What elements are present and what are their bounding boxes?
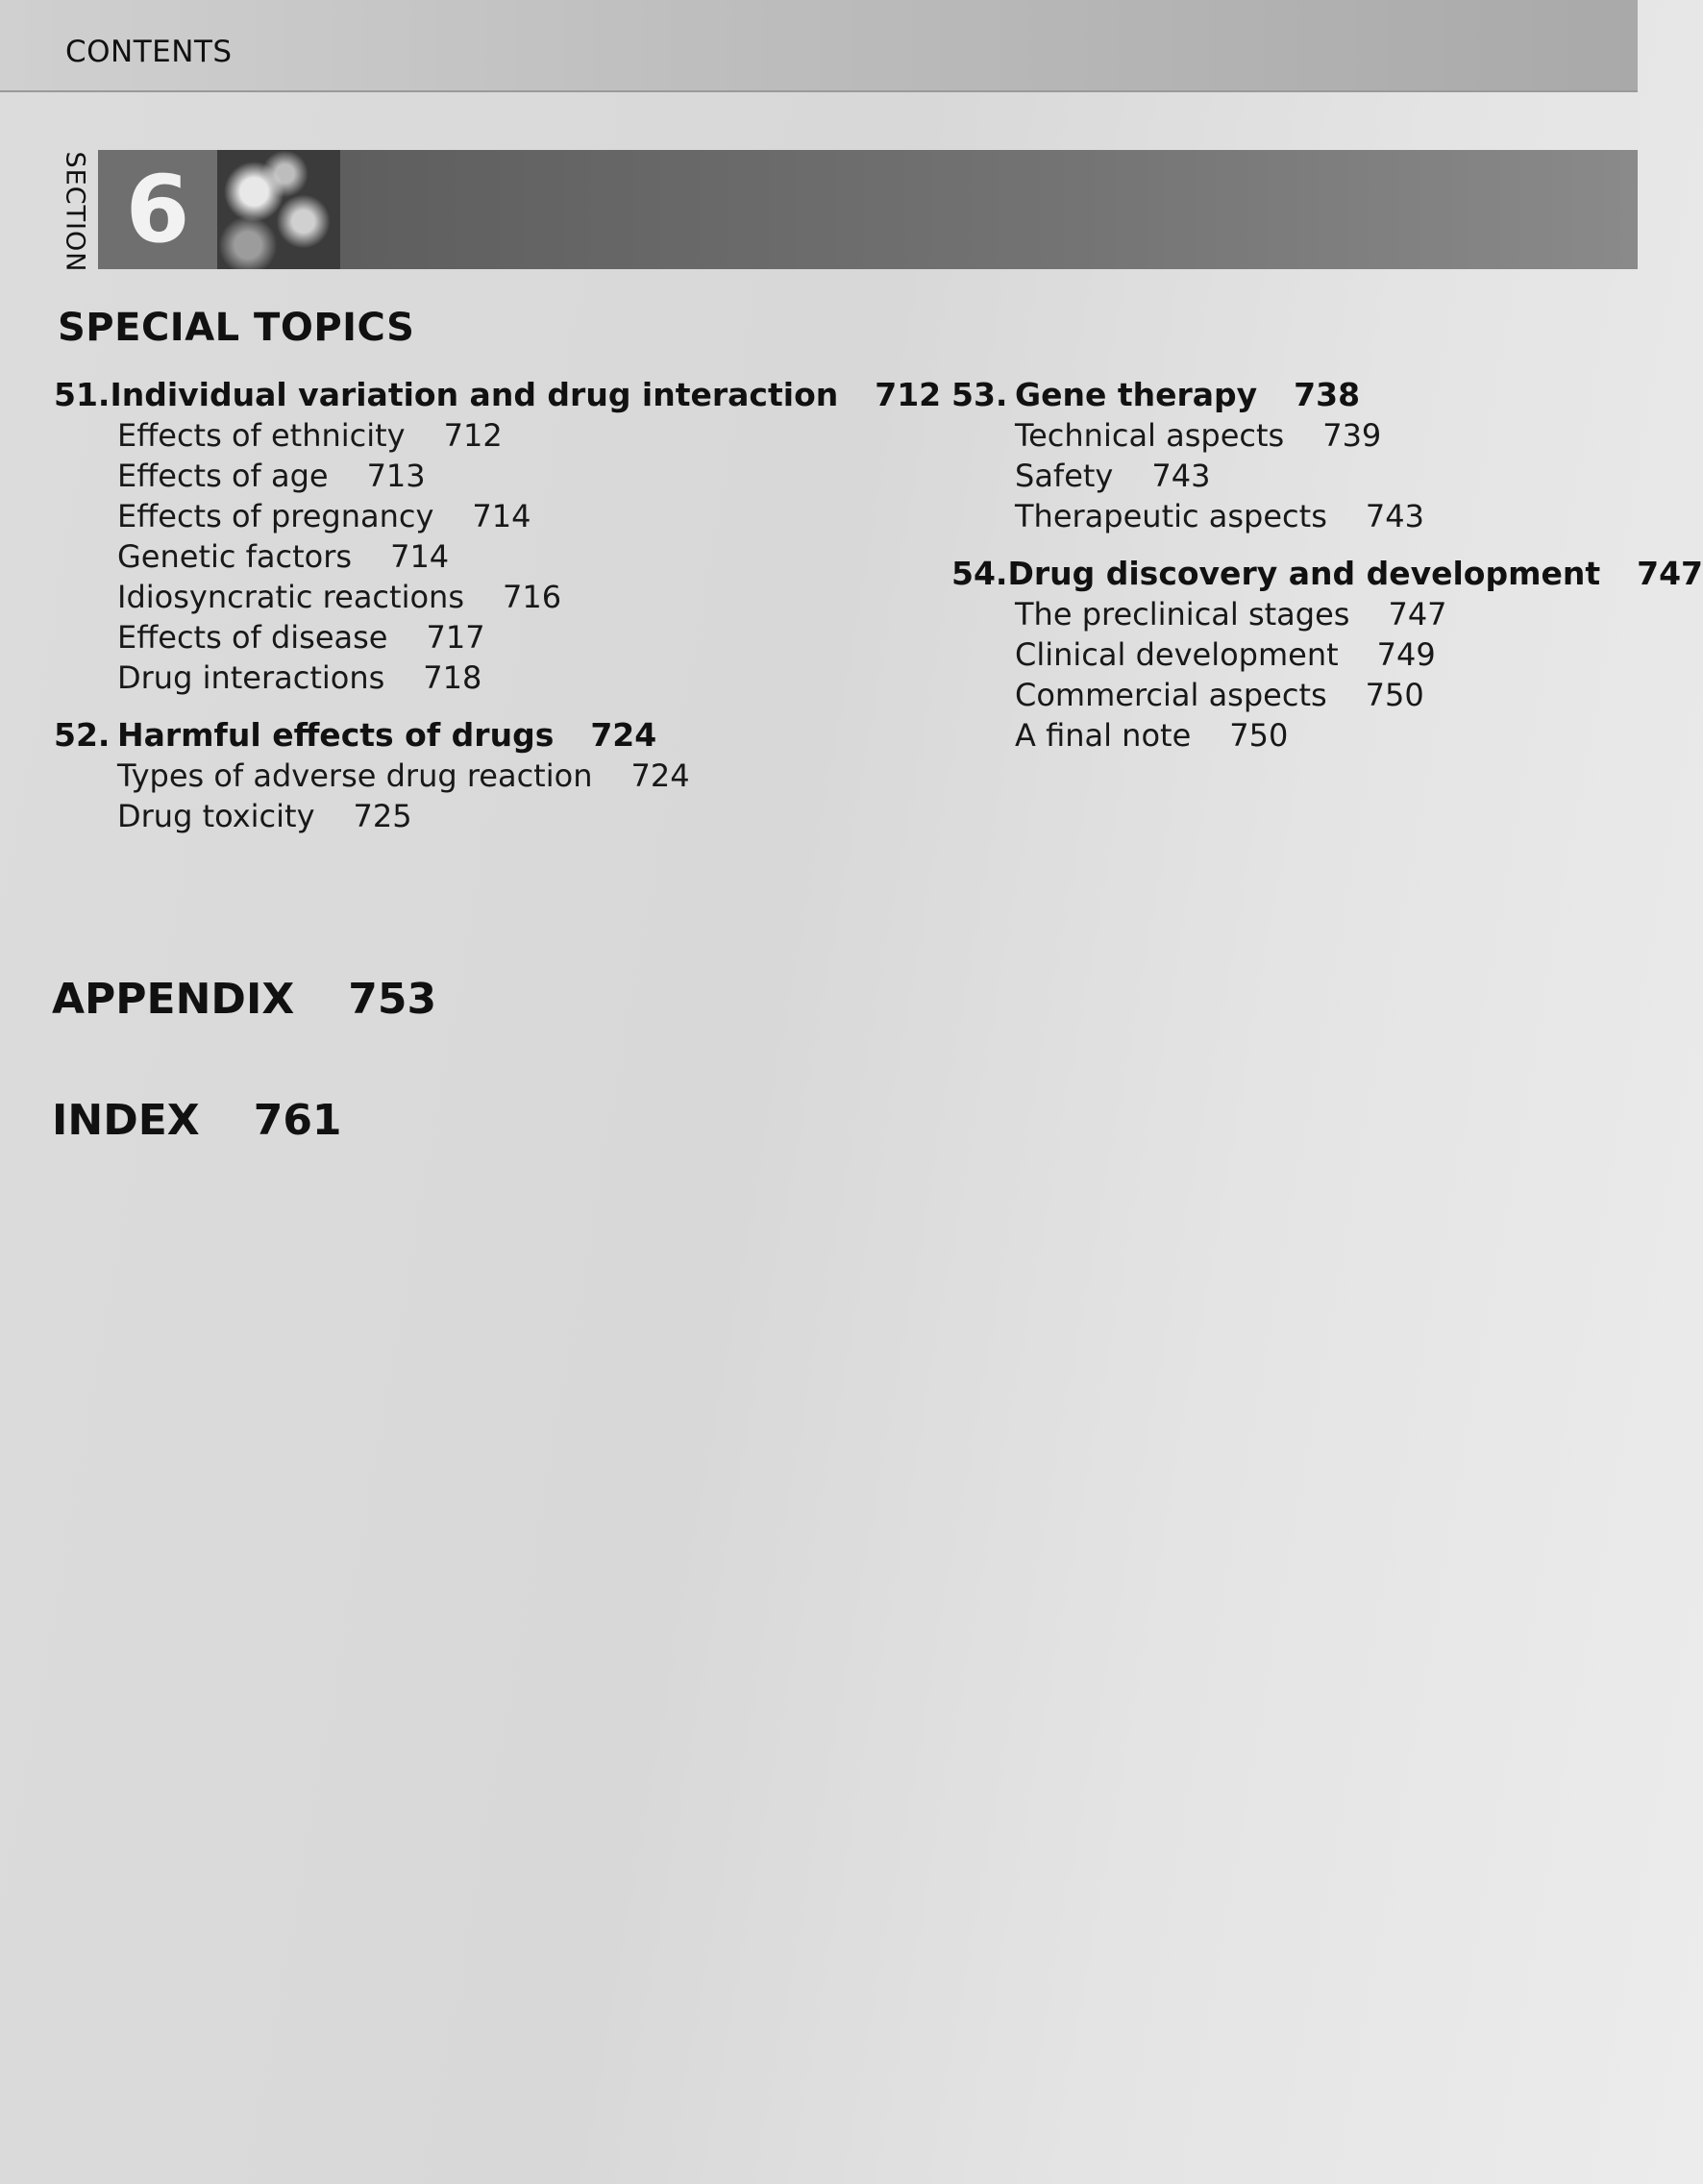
chapter-number: 52.	[54, 716, 111, 754]
toc-entry[interactable]	[54, 756, 919, 796]
entry-title: Therapeutic aspects	[1015, 498, 1327, 534]
section-number-box	[98, 150, 217, 269]
toc-entry[interactable]	[54, 496, 919, 536]
toc-entry[interactable]	[54, 796, 919, 836]
entry-page: 750	[1365, 677, 1424, 713]
index-page: 761	[253, 1096, 342, 1145]
entry-page: 714	[390, 538, 450, 575]
toc-right-column	[951, 375, 1703, 773]
section-banner-bar	[340, 150, 1638, 269]
toc-entry[interactable]	[951, 594, 1624, 634]
entry-title: Effects of disease	[117, 619, 388, 656]
entry-page: 717	[426, 619, 485, 656]
chapter-heading[interactable]	[54, 375, 942, 415]
chapter-54	[951, 554, 1703, 756]
chapter-number: 54.	[951, 555, 1008, 592]
entry-page: 713	[366, 458, 426, 494]
entry-page: 749	[1376, 636, 1436, 673]
entry-page: 743	[1151, 458, 1211, 494]
entry-title: Effects of ethnicity	[117, 417, 406, 454]
chapter-page: 724	[590, 716, 657, 754]
entry-page: 716	[502, 579, 562, 615]
chapter-53	[951, 375, 1624, 536]
entry-page: 739	[1322, 417, 1382, 454]
entry-title: Clinical development	[1015, 636, 1339, 673]
index-label: INDEX	[52, 1096, 200, 1145]
header-band	[0, 0, 1638, 92]
toc-entry[interactable]	[951, 634, 1624, 675]
entry-title: Safety	[1015, 458, 1114, 494]
entry-title: Idiosyncratic reactions	[117, 579, 464, 615]
entry-title: Drug toxicity	[117, 798, 315, 834]
entry-page: 714	[472, 498, 531, 534]
entry-title: A final note	[1015, 717, 1192, 754]
toc-entry[interactable]	[54, 617, 919, 658]
entry-title: Genetic factors	[117, 538, 353, 575]
chapter-page: 712	[875, 376, 942, 413]
chapter-51	[54, 375, 942, 698]
entry-page: 743	[1365, 498, 1424, 534]
chapter-number: 53.	[951, 376, 1008, 413]
entry-title: Effects of pregnancy	[117, 498, 434, 534]
toc-entry[interactable]	[951, 456, 1624, 496]
running-head: CONTENTS	[65, 35, 233, 69]
toc-entry[interactable]	[54, 536, 919, 577]
section-title: SPECIAL TOPICS	[58, 306, 415, 350]
toc-entry[interactable]	[54, 577, 919, 617]
entry-title: Drug interactions	[117, 659, 385, 696]
chapter-page: 747	[1637, 555, 1703, 592]
toc-left-column	[54, 375, 942, 854]
toc-entry[interactable]	[54, 456, 919, 496]
section-number: 6	[125, 156, 190, 263]
toc-entry[interactable]	[54, 415, 919, 456]
entry-page: 750	[1229, 717, 1289, 754]
appendix-label: APPENDIX	[52, 975, 295, 1024]
section-label	[56, 150, 94, 273]
toc-entry[interactable]	[951, 415, 1624, 456]
chapter-number: 51.	[54, 376, 111, 413]
entry-page: 747	[1388, 596, 1447, 633]
chapter-page: 738	[1294, 376, 1361, 413]
chapter-52	[54, 715, 919, 836]
toc-entry[interactable]	[54, 658, 919, 698]
appendix-entry[interactable]	[52, 975, 436, 1024]
index-entry[interactable]	[52, 1096, 342, 1145]
appendix-page: 753	[348, 975, 437, 1024]
chapter-title: Drug discovery and development	[1007, 555, 1601, 592]
chapter-title: Individual variation and drug interaction	[110, 376, 839, 413]
toc-entry[interactable]	[951, 675, 1624, 715]
entry-page: 725	[353, 798, 412, 834]
section-photo	[217, 150, 340, 269]
entry-title: Commercial aspects	[1015, 677, 1327, 713]
chapter-title: Harmful effects of drugs	[117, 716, 555, 754]
entry-title: Types of adverse drug reaction	[117, 757, 593, 794]
entry-title: The preclinical stages	[1015, 596, 1350, 633]
section-label-text: SECTION	[60, 151, 90, 272]
entry-page: 724	[630, 757, 690, 794]
entry-page: 718	[423, 659, 482, 696]
chapter-title: Gene therapy	[1015, 376, 1258, 413]
chapter-heading[interactable]	[951, 375, 1624, 415]
entry-title: Technical aspects	[1015, 417, 1285, 454]
entry-title: Effects of age	[117, 458, 329, 494]
toc-entry[interactable]	[951, 715, 1624, 756]
chapter-heading[interactable]	[951, 554, 1703, 594]
entry-page: 712	[443, 417, 503, 454]
toc-entry[interactable]	[951, 496, 1624, 536]
chapter-heading[interactable]	[54, 715, 919, 756]
